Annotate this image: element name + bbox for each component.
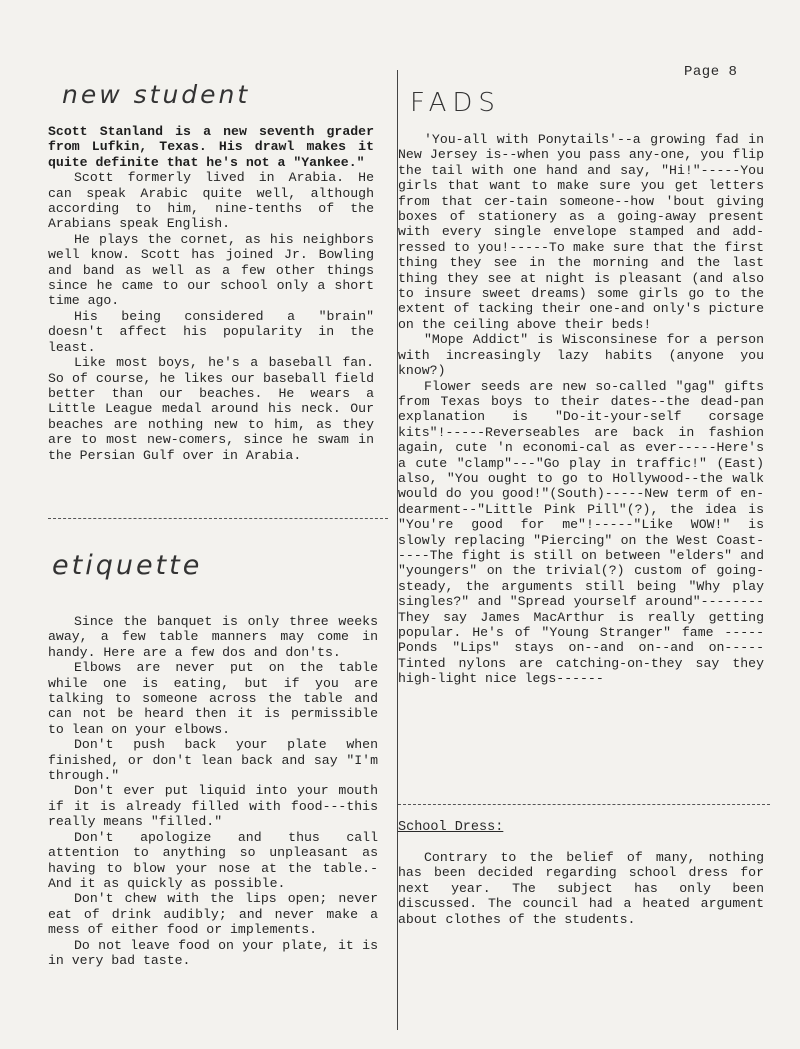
etiquette-paragraph: Do not leave food on your plate, it is in very bad taste.: [48, 937, 378, 968]
new-student-paragraph: He plays the cornet, as his neighbors well know. Scott has joined Jr. Bowling and band as well as a few other things since he came to our school only a short time ago.: [48, 231, 374, 309]
new-student-article: [48, 124, 374, 463]
new-student-heading: new student: [62, 80, 251, 109]
etiquette-paragraph: Don't apologize and thus call attention to anything so unpleasant as having to blow your nose at the table.- And it as quickly as possible.: [48, 829, 378, 891]
school-dress-article: [398, 850, 764, 927]
fads-article: [398, 132, 764, 687]
fads-intro: 'You-all with Ponytails'--a growing fad in New Jersey is--when you pass any-one, you flip the tail with one hand and say, "Hi!"-----You girls that want to make sure you get letters from that cer-tain someone--how 'bout giving boxes of stationery as a going-away present with every single envelope stamped and add-ressed to you!-----To make sure that the first thing they see in the morning and the last thing they see at night is pleasant (and also to insure sweet dreams) some girls go to the extent of tacking their one-and only's picture on the ceiling above their beds!: [398, 132, 764, 332]
fads-heading: FADS: [410, 88, 501, 118]
fads-paragraph: Flower seeds are new so-called "gag" gifts from Texas boys to their dates--the dead-pan explanation is "Do-it-your-self corsage kits"!-----Reverseables are back in fashion again, cute 'n economi-cal as ever-----Here's a cute "clamp"---"Go play in traffic!" (East) also, "You ought to go to Hollywood--the walk would do you good!"(South)-----New term of en-dearment--"Little Pink Pill"(?), the idea is "You're good for me"!-----"Like WOW!" is slowly replacing "Piercing" on the West Coast-----The fight is still on between "elders" and "youngers" on the trivial(?) custom of going-steady, the arguments still being "Why play singles?" and "Spread yourself around"--------They say James MacArthur is really getting popular. He's of "Young Stranger" fame -----Ponds "Lips" stays on--and on--and on-----Tinted nylons are catching-on-they say they high-light nice legs------: [398, 378, 764, 687]
etiquette-article: [48, 614, 378, 968]
etiquette-heading: etiquette: [52, 550, 203, 581]
page-number: Page 8: [684, 64, 738, 80]
new-student-paragraph: Like most boys, he's a baseball fan. So of course, he likes our baseball field better than our beaches. He wears a Little League medal around his neck. Our beaches are nothing new to him, as they are to most new-comers, since he swam in the Persian Gulf over in Arabia.: [48, 355, 374, 463]
section-divider: [398, 804, 770, 805]
new-student-paragraph: His being considered a "brain" doesn't affect his popularity in the least.: [48, 308, 374, 355]
etiquette-paragraph: Don't ever put liquid into your mouth if it is already filled with food---this really means "filled.": [48, 783, 378, 830]
fads-paragraph: "Mope Addict" is Wisconsinese for a person with increasingly lazy habits (anyone you know?): [398, 332, 764, 379]
new-student-intro: Scott Stanland is a new seventh grader from Lufkin, Texas. His drawl makes it quite definite that he's not a "Yankee.": [48, 124, 374, 170]
section-divider: [48, 518, 388, 519]
school-dress-heading: School Dress:: [398, 820, 504, 835]
etiquette-paragraph: Since the banquet is only three weeks away, a few table manners may come in handy. Here are a few dos and don'ts.: [48, 614, 378, 660]
school-dress-text: Contrary to the belief of many, nothing has been decided regarding school dress for next year. The subject has only been discussed. The council had a heated argument about clothes of the students.: [398, 850, 764, 927]
etiquette-paragraph: Don't push back your plate when finished, or don't lean back and say "I'm through.": [48, 737, 378, 784]
etiquette-paragraph: Don't chew with the lips open; never eat of drink audibly; and never make a mess of either food or implements.: [48, 891, 378, 938]
new-student-paragraph: Scott formerly lived in Arabia. He can speak Arabic quite well, although according to him, nine-tenths of the Arabians speak English.: [48, 170, 374, 232]
etiquette-paragraph: Elbows are never put on the table while one is eating, but if you are talking to someone across the table and can not be heard then it is permissible to lean on your elbows.: [48, 660, 378, 737]
